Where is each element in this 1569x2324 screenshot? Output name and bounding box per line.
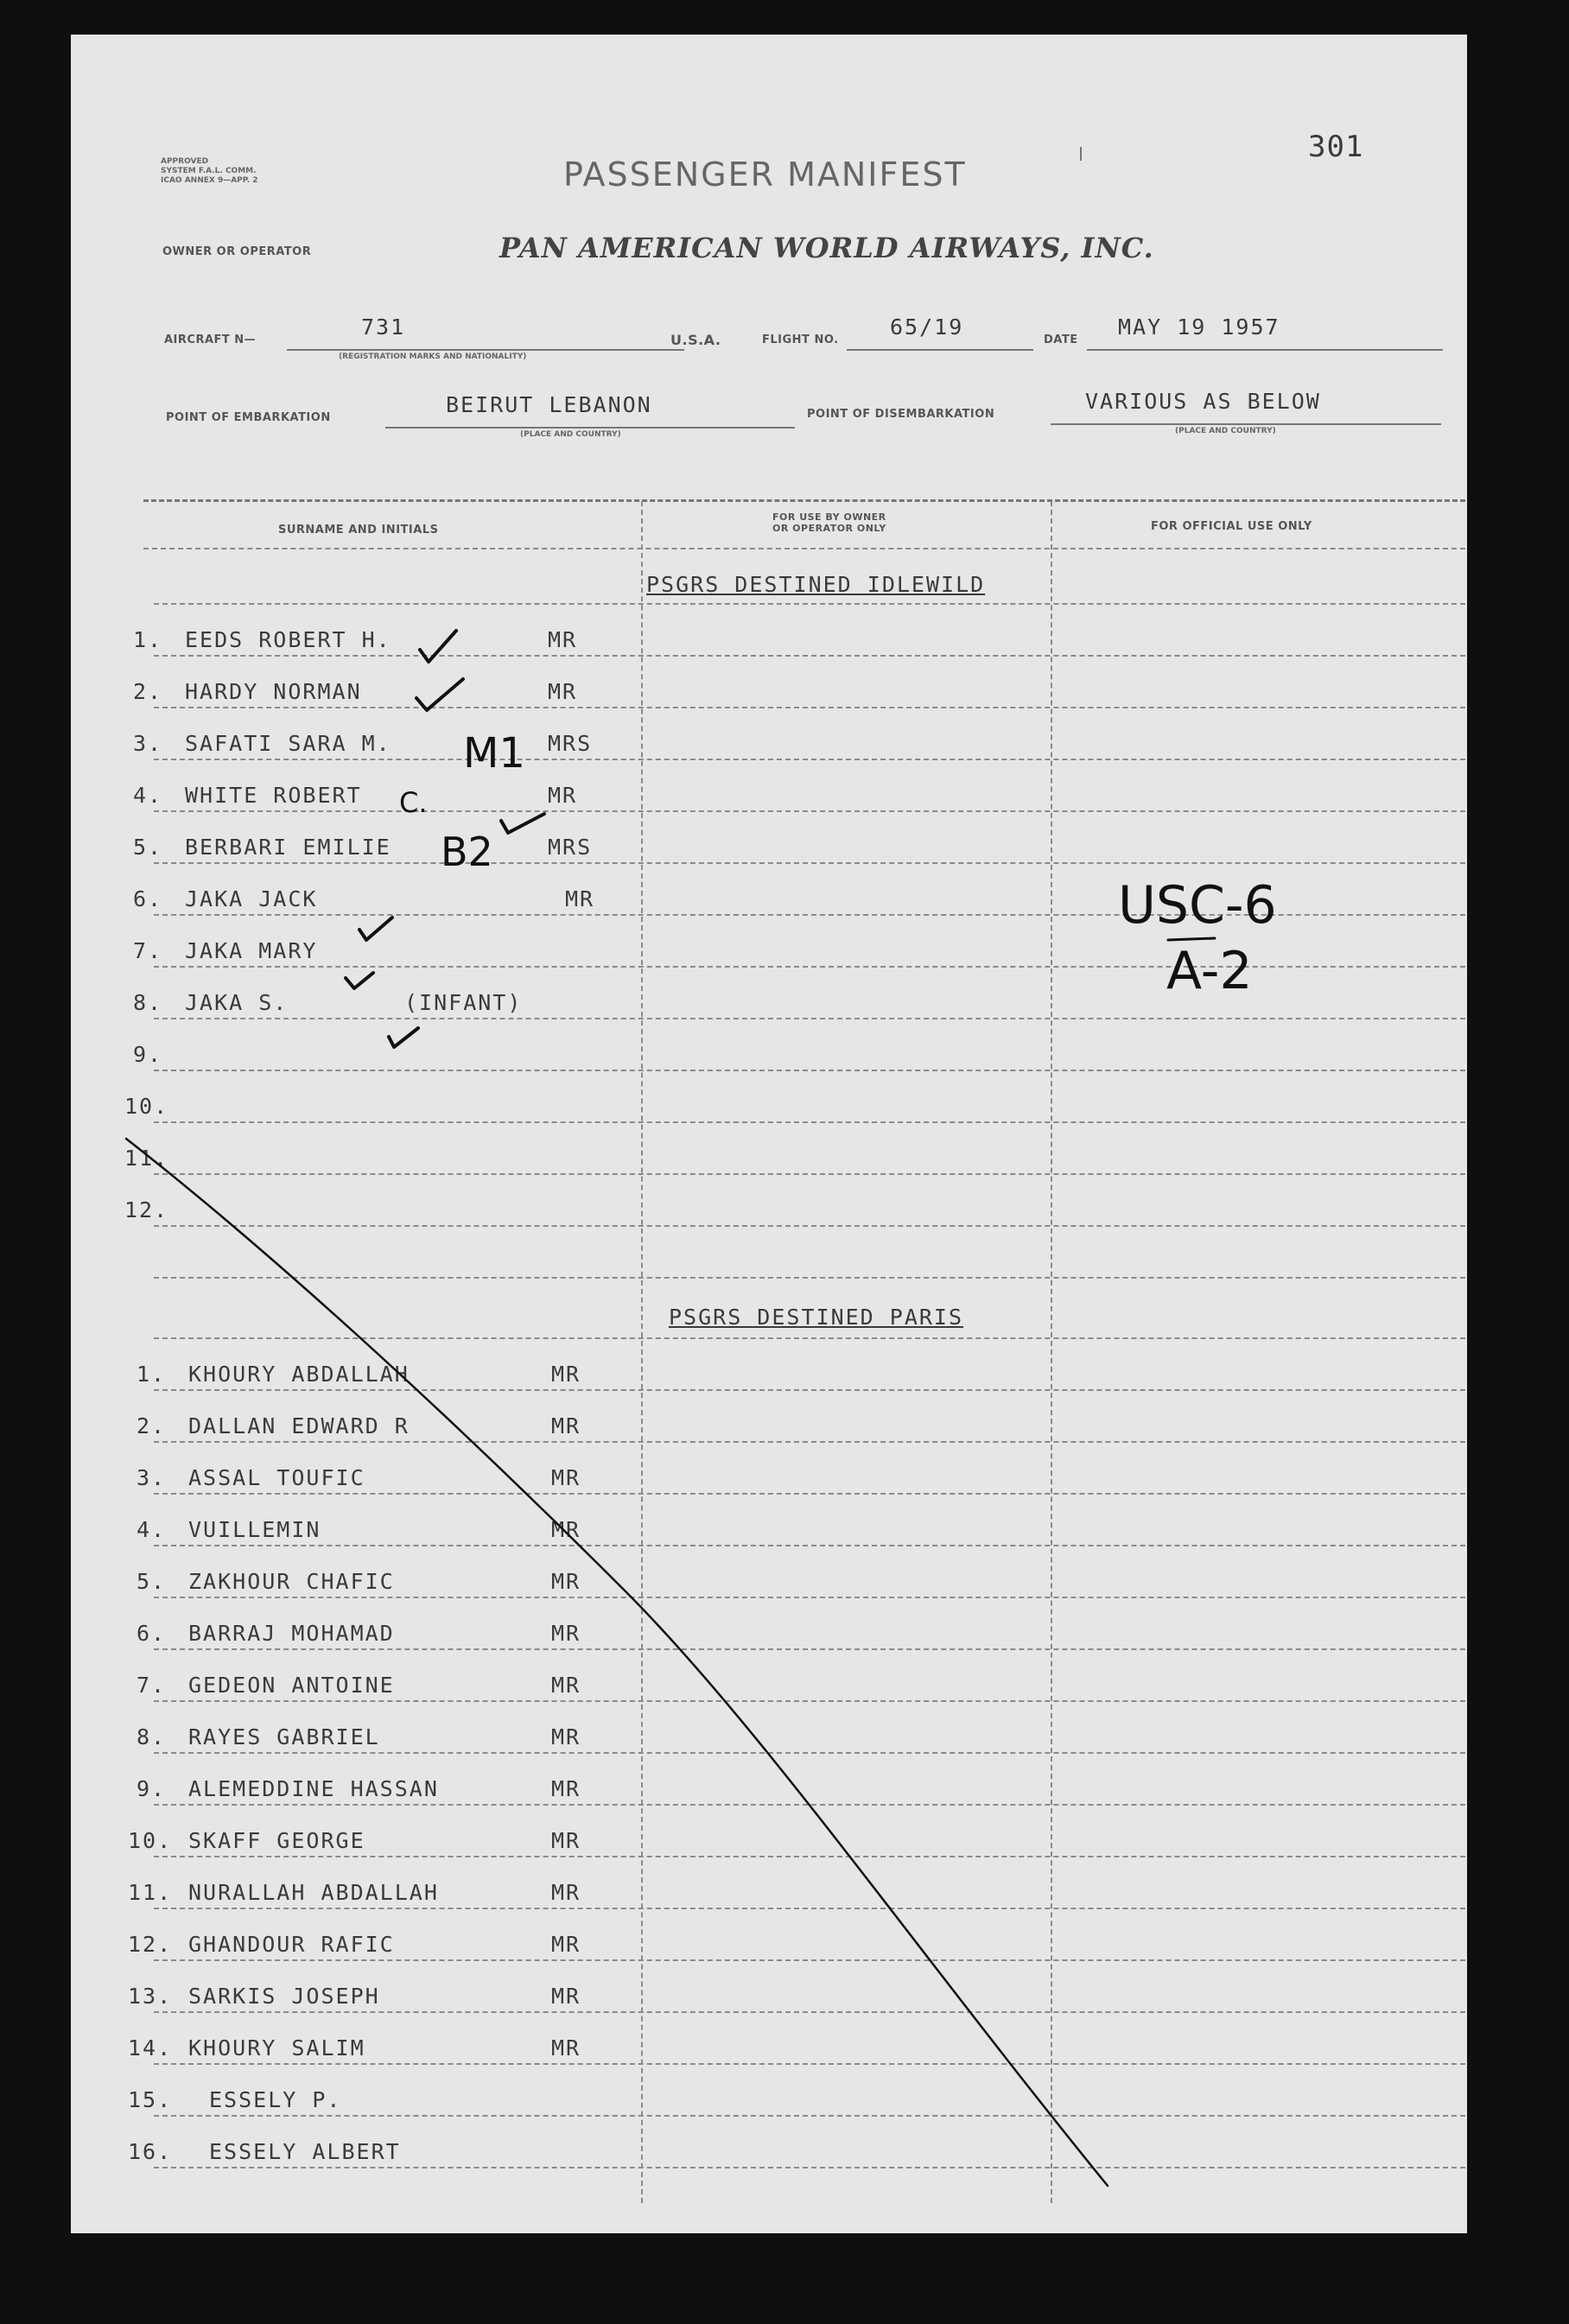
passenger-name: VUILLEMIN <box>188 1517 321 1542</box>
passenger-name: JAKA JACK <box>185 886 318 911</box>
passenger-name: ESSELY P. <box>209 2087 342 2112</box>
handwritten-code-m1: M1 <box>463 729 525 778</box>
passenger-name: BERBARI EMILIE <box>185 835 391 860</box>
row-number: 12. <box>128 1932 173 1957</box>
passenger-name: ESSELY ALBERT <box>209 2139 401 2164</box>
row-number: 5. <box>137 1569 167 1594</box>
passenger-name: BARRAJ MOHAMAD <box>188 1621 395 1646</box>
passenger-title: MR <box>551 1621 581 1646</box>
checkmark-icon <box>420 631 456 662</box>
owner-label: OWNER OR OPERATOR <box>162 245 312 258</box>
passenger-title: MR <box>551 1569 581 1594</box>
passenger-title: MR <box>551 1776 581 1801</box>
passenger-title: MR <box>551 1932 581 1957</box>
passenger-title: (INFANT) <box>404 990 523 1015</box>
passenger-name: JAKA MARY <box>185 938 318 963</box>
passenger-name: EEDS ROBERT H. <box>185 627 391 652</box>
passenger-name: SAFATI SARA M. <box>185 731 391 756</box>
disembark-value: VARIOUS AS BELOW <box>1085 389 1321 414</box>
passenger-title: MR <box>551 1362 581 1387</box>
passenger-title: MR <box>551 1673 581 1698</box>
date-label: DATE <box>1044 333 1078 346</box>
passenger-title: MR <box>551 2035 581 2060</box>
passenger-title: MR <box>548 627 578 652</box>
aircraft-value: 731 <box>361 314 406 340</box>
row-number: 1. <box>133 627 163 652</box>
passenger-title: MR <box>565 886 595 911</box>
checkmark-icon <box>501 814 544 833</box>
passenger-name: ALEMEDDINE HASSAN <box>188 1776 439 1801</box>
passenger-name: KHOURY ABDALLAH <box>188 1362 410 1387</box>
aircraft-note: (REGISTRATION MARKS AND NATIONALITY) <box>339 352 527 361</box>
row-number: 7. <box>137 1673 167 1698</box>
row-number: 3. <box>137 1465 167 1490</box>
section-heading-paris: PSGRS DESTINED PARIS <box>669 1305 964 1330</box>
row-number: 3. <box>133 731 163 756</box>
row-number: 12. <box>124 1197 169 1222</box>
row-number: 4. <box>133 783 163 808</box>
passenger-name: ZAKHOUR CHAFIC <box>188 1569 395 1594</box>
passenger-title: MR <box>551 1413 581 1438</box>
page-number: 301 <box>1308 130 1364 164</box>
row-number: 15. <box>128 2087 173 2112</box>
passenger-name: SARKIS JOSEPH <box>188 1984 380 2009</box>
tally-underline <box>1168 938 1215 940</box>
aircraft-label: AIRCRAFT N— <box>164 333 257 346</box>
passenger-name: NURALLAH ABDALLAH <box>188 1880 439 1905</box>
checkmark-icon <box>359 918 392 940</box>
row-number: 11. <box>128 1880 173 1905</box>
flight-label: FLIGHT NO. <box>762 333 839 346</box>
disembark-note: (PLACE AND COUNTRY) <box>1175 427 1276 435</box>
approval-line: APPROVED <box>161 157 209 166</box>
row-number: 6. <box>133 886 163 911</box>
checkmark-icon <box>389 1028 418 1047</box>
approval-line: SYSTEM F.A.L. COMM. <box>161 167 257 175</box>
passenger-name: RAYES GABRIEL <box>188 1724 380 1749</box>
passenger-title: MR <box>548 783 578 808</box>
embark-note: (PLACE AND COUNTRY) <box>520 430 621 439</box>
row-number: 11. <box>124 1146 169 1171</box>
passenger-title: MR <box>551 1465 581 1490</box>
owner-use-line: FOR USE BY OWNER <box>772 511 886 523</box>
passenger-title: MRS <box>548 731 593 756</box>
strike-line <box>126 1139 1108 2186</box>
row-number: 16. <box>128 2139 173 2164</box>
passenger-name: WHITE ROBERT <box>185 783 362 808</box>
passenger-name: KHOURY SALIM <box>188 2035 365 2060</box>
owner-value: PAN AMERICAN WORLD AIRWAYS, INC. <box>499 232 1154 264</box>
form-title: PASSENGER MANIFEST <box>563 156 967 194</box>
passenger-name: ASSAL TOUFIC <box>188 1465 365 1490</box>
row-number: 7. <box>133 938 163 963</box>
embark-label: POINT OF EMBARKATION <box>166 411 331 424</box>
section-heading-idlewild: PSGRS DESTINED IDLEWILD <box>646 572 986 597</box>
row-number: 2. <box>137 1413 167 1438</box>
flight-value: 65/19 <box>890 314 964 340</box>
row-number: 5. <box>133 835 163 860</box>
checkmark-icon <box>416 679 463 710</box>
row-number: 8. <box>137 1724 167 1749</box>
row-number: 2. <box>133 679 163 704</box>
disembark-label: POINT OF DISEMBARKATION <box>807 408 995 421</box>
passenger-name: SKAFF GEORGE <box>188 1828 365 1853</box>
row-number: 4. <box>137 1517 167 1542</box>
passenger-title: MR <box>551 1984 581 2009</box>
row-number: 10. <box>124 1094 169 1119</box>
column-header-official: FOR OFFICIAL USE ONLY <box>1151 520 1312 533</box>
passenger-name: JAKA S. <box>185 990 289 1015</box>
row-number: 9. <box>133 1042 163 1067</box>
passenger-title: MR <box>551 1724 581 1749</box>
row-number: 10. <box>128 1828 173 1853</box>
approval-line: ICAO ANNEX 9—APP. 2 <box>161 176 258 185</box>
passenger-name: HARDY NORMAN <box>185 679 362 704</box>
passenger-title: MR <box>548 679 578 704</box>
checkmark-icon <box>346 973 373 988</box>
handwritten-initial-c: C. <box>399 786 428 819</box>
handwritten-tally-1: USC-6 <box>1118 875 1277 936</box>
manifest-page <box>71 35 1467 2233</box>
passenger-title: MRS <box>548 835 593 860</box>
passenger-name: GHANDOUR RAFIC <box>188 1932 395 1957</box>
passenger-name: DALLAN EDWARD R <box>188 1413 410 1438</box>
row-number: 9. <box>137 1776 167 1801</box>
passenger-title: MR <box>551 1880 581 1905</box>
row-number: 14. <box>128 2035 173 2060</box>
owner-use-line: OR OPERATOR ONLY <box>772 523 886 534</box>
row-number: 6. <box>137 1621 167 1646</box>
passenger-title: MR <box>551 1828 581 1853</box>
handwritten-tally-2: A-2 <box>1166 941 1253 1001</box>
usa-label: U.S.A. <box>670 332 721 348</box>
passenger-title: MR <box>551 1517 581 1542</box>
row-number: 13. <box>128 1984 173 2009</box>
column-header-surname: SURNAME AND INITIALS <box>278 524 439 537</box>
handwritten-code-b2: B2 <box>441 829 493 875</box>
embark-value: BEIRUT LEBANON <box>446 392 652 417</box>
row-number: 8. <box>133 990 163 1015</box>
row-number: 1. <box>137 1362 167 1387</box>
handwriting-layer <box>71 35 1467 2233</box>
passenger-name: GEDEON ANTOINE <box>188 1673 395 1698</box>
date-value: MAY 19 1957 <box>1118 314 1280 340</box>
